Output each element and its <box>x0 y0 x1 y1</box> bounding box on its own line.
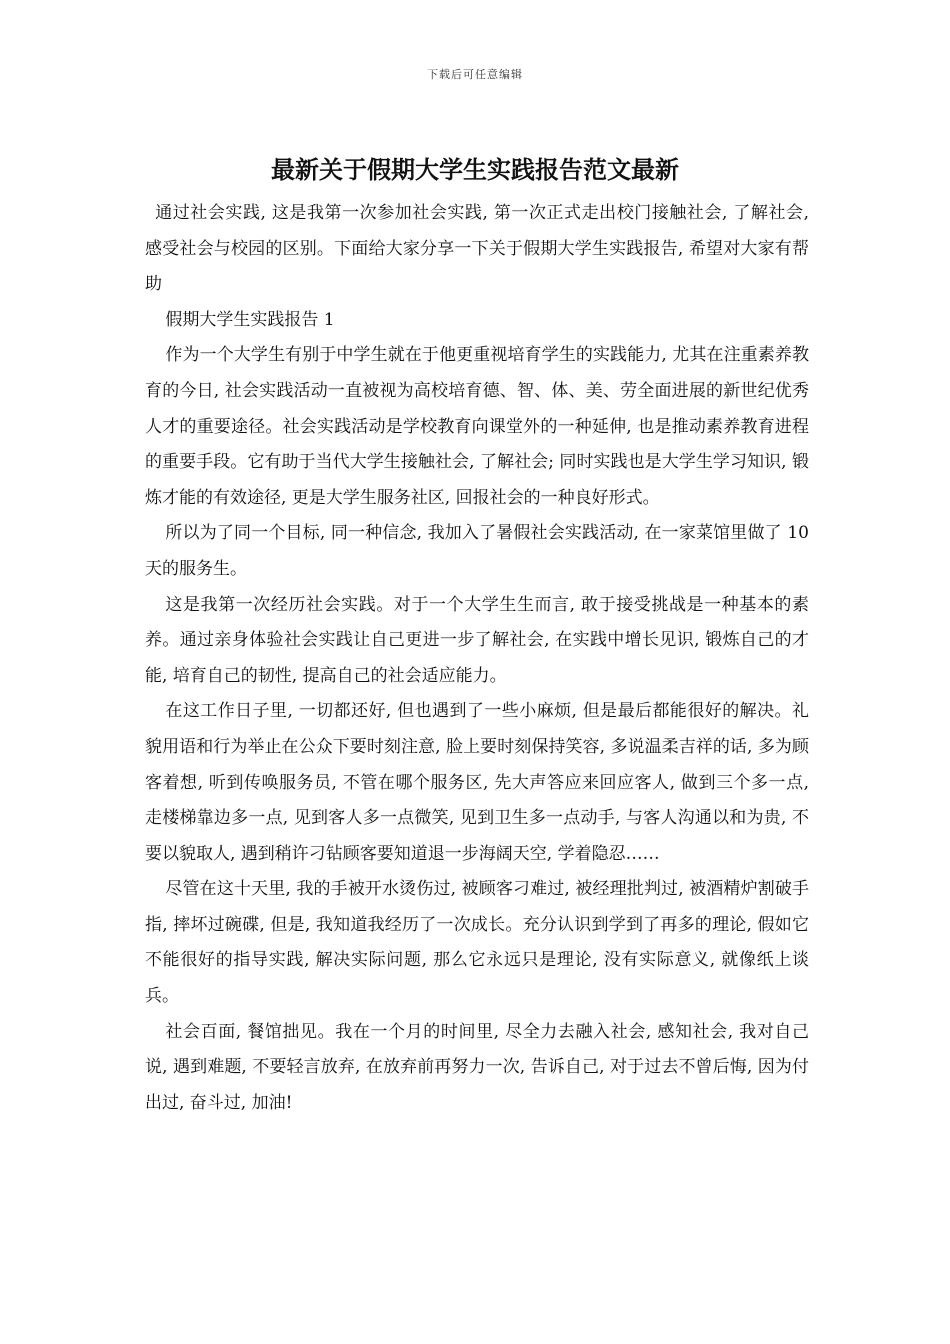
document-title: 最新关于假期大学生实践报告范文最新 <box>271 155 679 184</box>
body-paragraph: 作为一个大学生有别于中学生就在于他更重视培育学生的实践能力, 尤其在注重素养教育的今日, 社会实践活动一直被视为高校培育德、智、体、美、劳全面进展的新世纪优秀人才的重要途径。社会实践活动是学校教育向课堂外的一种延伸, 也是推动素养教育进程的重要手段。它有助于当代大学生接触社会, 了解社会; 同时实践也是大学生学习知识, 锻炼才能的有效途径, 更是大学生服务社区, 回报社会的一种良好形式。 <box>145 345 809 508</box>
section-heading: 假期大学生实践报告 1 <box>165 309 335 330</box>
body-paragraph: 所以为了同一个目标, 同一种信念, 我加入了暑假社会实践活动, 在一家菜馆里做了 10 天的服务生。 <box>145 523 809 579</box>
document-body <box>145 196 809 1121</box>
body-paragraph: 在这工作日子里, 一切都还好, 但也遇到了一些小麻烦, 但是最后都能很好的解决。礼貌用语和行为举止在公众下要时刻注意, 脸上要时刻保持笑容, 多说温柔吉祥的话, 多为顾客着想, 听到传唤服务员, 不管在哪个服务区, 先大声答应来回应客人, 做到三个多一点, 走楼梯靠边多一点, 见到客人多一点微笑, 见到卫生多一点动手, 与客人沟通以和为贵, 不要以貌取人, 遇到稍许刁钻顾客要知道退一步海阔天空, 学着隐忍…… <box>145 701 809 864</box>
intro-paragraph: 通过社会实践, 这是我第一次参加社会实践, 第一次正式走出校门接触社会, 了解社会, 感受社会与校园的区别。下面给大家分享一下关于假期大学生实践报告, 希望对大家有帮助 <box>145 203 809 295</box>
body-paragraph: 尽管在这十天里, 我的手被开水烫伤过, 被顾客刁难过, 被经理批判过, 被酒精炉割破手指, 摔坏过碗碟, 但是, 我知道我经历了一次成长。充分认识到学到了再多的理论, 假如它不能很好的指导实践, 解决实际问题, 那么它永远只是理论, 没有实际意义, 就像纸上谈兵。 <box>145 879 809 1007</box>
body-paragraph: 社会百面, 餐馆拙见。我在一个月的时间里, 尽全力去融入社会, 感知社会, 我对自己说, 遇到难题, 不要轻言放弃, 在放弃前再努力一次, 告诉自己, 对于过去不曾后悔, 因为付出过, 奋斗过, 加油! <box>145 1021 809 1113</box>
body-paragraph: 这是我第一次经历社会实践。对于一个大学生生而言, 敢于接受挑战是一种基本的素养。通过亲身体验社会实践让自己更进一步了解社会, 在实践中增长见识, 锻炼自己的才能, 培育自己的韧性, 提高自己的社会适应能力。 <box>145 594 809 686</box>
header-note: 下载后可任意编辑 <box>427 68 523 81</box>
